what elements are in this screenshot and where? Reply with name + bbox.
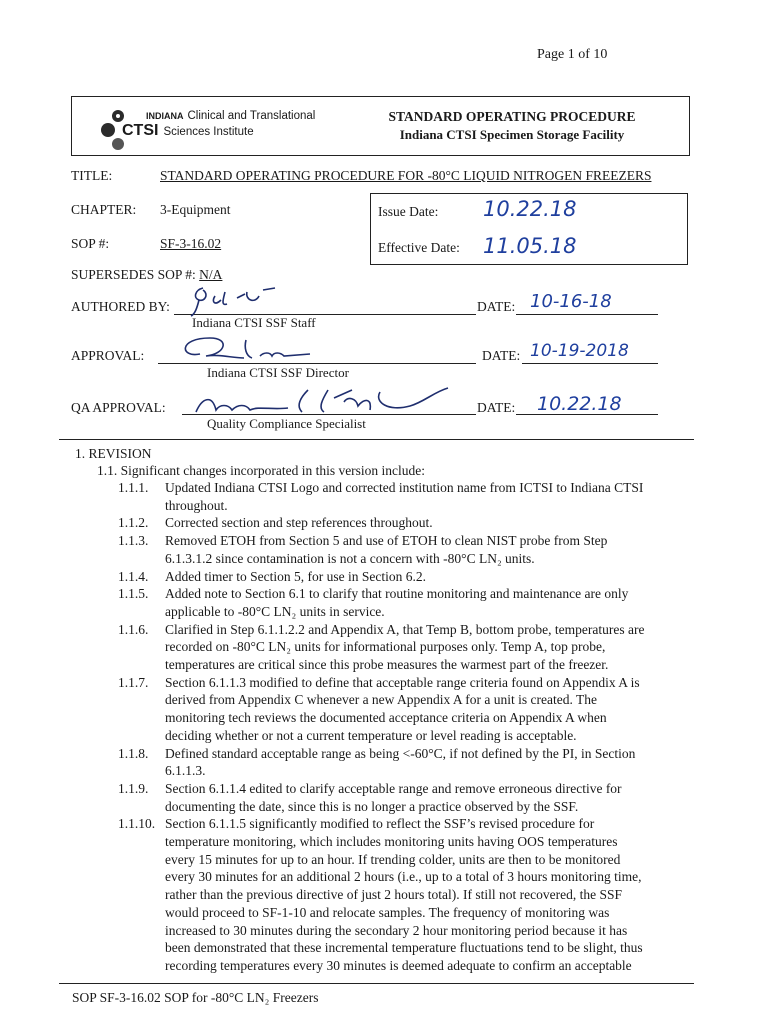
revision-item-text: applicable to -80°C LN₂ units in service. [165, 603, 385, 619]
revision-item-text: been demonstrated that these incremental temperature fluctuations tend to be slight, thus [165, 940, 643, 956]
sop-number-value: SF-3-16.02 [160, 236, 222, 251]
revision-item-text: deciding whether or not a current temperature or level reading is acceptable. [165, 727, 577, 743]
revision-item-text: temperature monitoring, which includes monitoring units having OOS temperatures [165, 834, 618, 849]
qa-approval-label: QA APPROVAL: [71, 400, 166, 415]
authored-by-label: AUTHORED BY: [71, 299, 170, 314]
title-value: STANDARD OPERATING PROCEDURE FOR -80°C LIQUID NITROGEN FREEZERS [160, 168, 652, 183]
authored-role: Indiana CTSI SSF Staff [192, 315, 316, 330]
authored-date-value: 10-16-18 [530, 291, 612, 312]
revision-item-text: Corrected section and step references throughout. [165, 515, 433, 531]
header-box [71, 96, 690, 156]
approval-label: APPROVAL: [71, 348, 145, 363]
footer-divider [59, 983, 694, 984]
logo-line2: Sciences Institute [163, 126, 254, 138]
revision-item-number: 1.1.5. [118, 586, 149, 602]
issue-date-value: 10.22.18 [483, 197, 577, 221]
revision-item-text: rather than the previous directive of just 2 hours total). If still not recovered, the SSF [165, 887, 623, 903]
sop-header-subtitle: Indiana CTSI Specimen Storage Facility [399, 127, 625, 142]
revision-item-text: Added timer to Section 5, for use in Section 6.2. [165, 568, 426, 584]
supersedes-value: N/A [199, 267, 223, 282]
approval-date-line [522, 363, 658, 364]
revision-item-number: 1.1.6. [118, 621, 149, 637]
revision-item-text: Section 6.1.1.5 significantly modified to reflect the SSF’s revised procedure for [165, 816, 595, 832]
chapter-value: 3-Equipment [160, 202, 231, 217]
logo-state: INDIANA [146, 111, 184, 121]
revision-item-text: 6.1.3.1.2 since contamination is not a concern with -80°C LN₂ units. [165, 550, 535, 566]
approval-role: Indiana CTSI SSF Director [207, 365, 349, 380]
supersedes-label: SUPERSEDES SOP #: [71, 267, 196, 282]
revision-item-number: 1.1.7. [118, 674, 149, 690]
revision-item-text: documenting the date, since this is no longer a practice observed by the SSF. [165, 798, 579, 814]
revision-item-text: monitoring tech reviews the documented acceptance criteria on Appendix A when [165, 710, 607, 726]
revision-item-text: Updated Indiana CTSI Logo and corrected institution name from ICTSI to Indiana CTSI [165, 480, 644, 495]
revision-item-number: 1.1.4. [118, 568, 149, 584]
revision-item-number: 1.1.8. [118, 745, 149, 761]
revision-item-text: recorded on -80°C LN₂ units for informational purposes only. Temp A, top probe, [165, 639, 606, 655]
authored-date-line [516, 314, 658, 315]
section-subheading: 1.1. Significant changes incorporated in this version include: [97, 463, 426, 478]
revision-item-number: 1.1.3. [118, 533, 149, 549]
revision-item-number: 1.1.1. [118, 480, 149, 495]
issue-date-label: Issue Date: [378, 204, 439, 219]
revision-item-text: throughout. [165, 497, 228, 513]
revision-item-number: 1.1.2. [118, 515, 149, 531]
qa-date-label: DATE: [477, 400, 516, 415]
logo-acronym: CTSI [122, 122, 159, 139]
title-label: TITLE: [71, 168, 113, 183]
revision-item-text: would proceed to SF-1-10 and relocate samples. The frequency of monitoring was [165, 904, 610, 920]
qa-role: Quality Compliance Specialist [207, 416, 366, 431]
logo-line1: Clinical and Translational [187, 110, 316, 122]
authored-date-label: DATE: [477, 299, 516, 314]
revision-item-text: 6.1.1.3. [165, 763, 206, 779]
revision-item-text: every 30 minutes for an additional 2 hours (i.e., up to a total of 3 hours monitoring time, [165, 869, 642, 885]
revision-item-text: every 15 minutes for up to an hour. If trending colder, units are then to be monitored [165, 851, 621, 867]
chapter-label: CHAPTER: [71, 202, 137, 217]
header-divider [59, 439, 694, 440]
revision-item-text: Defined standard acceptable range as being <-60°C, if not defined by the PI, in Section [165, 745, 636, 761]
effective-date-value: 11.05.18 [483, 234, 577, 258]
approval-date-label: DATE: [482, 348, 521, 363]
qa-signature [188, 384, 478, 420]
revision-item-text: Section 6.1.1.4 edited to clarify acceptable range and remove erroneous directive for [165, 780, 622, 796]
revision-item-text: temperatures are critical since this probe measures the warmest part of the freezer. [165, 657, 609, 672]
revision-item-text: Clarified in Step 6.1.1.2.2 and Appendix A, that Temp B, bottom probe, temperatures are [165, 621, 645, 637]
revision-item-text: Added note to Section 6.1 to clarify that routine monitoring and maintenance are only [165, 586, 629, 602]
revision-item-text: derived from Appendix C whenever a new Appendix A for a unit is created. The [165, 692, 598, 708]
revision-item-text: increased to 30 minutes during the secondary 2 hour monitoring period because it has [165, 922, 628, 938]
revision-item-number: 1.1.10. [118, 816, 156, 832]
approval-date-value: 10-19-2018 [530, 341, 629, 361]
qa-date-value: 10.22.18 [537, 393, 622, 415]
sop-number-label: SOP #: [71, 236, 110, 251]
sop-header-title: STANDARD OPERATING PROCEDURE [388, 109, 636, 124]
supersedes [71, 267, 222, 283]
revision-item-text: recording temperatures every 30 minutes is deemed adequate to confirm an acceptable [165, 957, 632, 973]
section-heading: 1. REVISION [75, 446, 152, 461]
page-number: Page 1 of 10 [537, 47, 608, 62]
revision-item-text: Section 6.1.1.3 modified to define that acceptable range criteria found on Appendix A is [165, 674, 640, 690]
revision-item-text: Removed ETOH from Section 5 and use of ETOH to clean NIST probe from Step [165, 533, 608, 549]
revision-item-number: 1.1.9. [118, 780, 149, 796]
approval-signature [160, 332, 320, 368]
effective-date-label: Effective Date: [378, 240, 460, 255]
ctsi-logo [100, 108, 340, 152]
footer-text: SOP SF-3-16.02 SOP for -80°C LN₂ Freezers [72, 990, 319, 1005]
